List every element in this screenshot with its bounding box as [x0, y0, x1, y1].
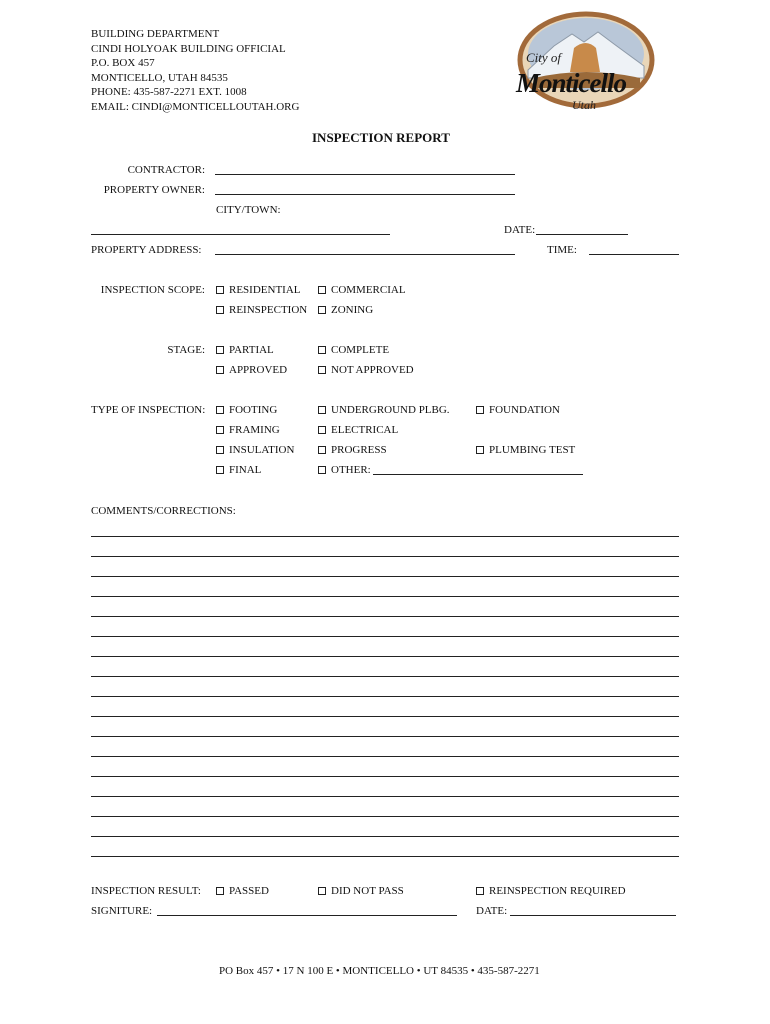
time-field[interactable]: [589, 254, 679, 255]
type-foundation-option[interactable]: [476, 403, 560, 417]
property-owner-label: PROPERTY OWNER:: [103, 184, 205, 196]
option-label: PARTIAL: [229, 344, 274, 356]
city-town-field[interactable]: [91, 234, 390, 235]
type-other-option[interactable]: [318, 463, 371, 477]
signature-field[interactable]: [157, 915, 457, 916]
date-field[interactable]: [536, 234, 628, 235]
inspection-scope-label: INSPECTION SCOPE:: [100, 284, 205, 296]
checkbox[interactable]: [216, 286, 224, 294]
scope-commercial-option[interactable]: [318, 283, 406, 297]
option-label: PROGRESS: [331, 444, 387, 456]
checkbox[interactable]: [476, 887, 484, 895]
header-line-email: EMAIL: CINDI@MONTICELLOUTAH.ORG: [91, 100, 300, 113]
comment-line[interactable]: [91, 556, 679, 557]
checkbox[interactable]: [216, 366, 224, 374]
header-line-department: BUILDING DEPARTMENT: [91, 28, 220, 40]
checkbox[interactable]: [216, 446, 224, 454]
stage-complete-option[interactable]: [318, 343, 389, 357]
comment-line[interactable]: [91, 636, 679, 637]
comment-line[interactable]: [91, 856, 679, 857]
comment-line[interactable]: [91, 816, 679, 817]
type-electrical-option[interactable]: [318, 423, 398, 437]
comment-line[interactable]: [91, 676, 679, 677]
option-label: INSULATION: [229, 444, 295, 456]
logo-city-of: City of: [526, 50, 562, 65]
checkbox[interactable]: [318, 426, 326, 434]
comment-line[interactable]: [91, 736, 679, 737]
option-label: FOUNDATION: [489, 404, 560, 416]
signature-label: SIGNITURE:: [91, 905, 153, 917]
checkbox[interactable]: [216, 346, 224, 354]
checkbox[interactable]: [318, 286, 326, 294]
city-logo: [514, 8, 660, 114]
type-plumbing-test-option[interactable]: [476, 443, 575, 457]
option-label: REINSPECTION REQUIRED: [489, 885, 626, 897]
option-label: PASSED: [229, 885, 269, 897]
comment-line[interactable]: [91, 756, 679, 757]
checkbox[interactable]: [216, 887, 224, 895]
option-label: RESIDENTIAL: [229, 284, 301, 296]
comment-line[interactable]: [91, 656, 679, 657]
checkbox[interactable]: [216, 466, 224, 474]
comment-line[interactable]: [91, 716, 679, 717]
logo-name: Monticello: [516, 68, 626, 98]
header-line-phone: PHONE: 435-587-2271 EXT. 1008: [91, 86, 247, 99]
checkbox[interactable]: [318, 406, 326, 414]
result-did-not-pass-option[interactable]: [318, 884, 404, 898]
property-address-field[interactable]: [215, 254, 515, 255]
type-framing-option[interactable]: [216, 423, 280, 437]
option-label: REINSPECTION: [229, 304, 308, 316]
type-underground-plbg-option[interactable]: [318, 403, 450, 417]
option-label: APPROVED: [229, 364, 288, 376]
checkbox[interactable]: [318, 366, 326, 374]
option-label: DID NOT PASS: [331, 885, 404, 897]
header-line-city: MONTICELLO, UTAH 84535: [91, 71, 228, 84]
type-footing-option[interactable]: [216, 403, 277, 417]
comment-line[interactable]: [91, 616, 679, 617]
option-label: OTHER:: [331, 464, 371, 476]
checkbox[interactable]: [318, 446, 326, 454]
type-of-inspection-label: TYPE OF INSPECTION:: [91, 404, 206, 416]
stage-partial-option[interactable]: [216, 343, 274, 357]
comment-line[interactable]: [91, 536, 679, 537]
page-title: INSPECTION REPORT: [312, 130, 450, 145]
option-label: ZONING: [331, 304, 374, 316]
option-label: FINAL: [229, 464, 262, 476]
option-label: UNDERGROUND PLBG.: [331, 404, 450, 416]
scope-reinspection-option[interactable]: [216, 303, 307, 317]
type-progress-option[interactable]: [318, 443, 387, 457]
scope-residential-option[interactable]: [216, 283, 301, 297]
checkbox[interactable]: [318, 466, 326, 474]
comment-line[interactable]: [91, 836, 679, 837]
checkbox[interactable]: [216, 306, 224, 314]
other-field[interactable]: [373, 474, 583, 475]
stage-not-approved-option[interactable]: [318, 363, 414, 377]
comment-line[interactable]: [91, 576, 679, 577]
option-label: PLUMBING TEST: [489, 444, 576, 456]
logo-state: Utah: [572, 98, 596, 112]
option-label: ELECTRICAL: [331, 424, 399, 436]
scope-zoning-option[interactable]: [318, 303, 373, 317]
comment-line[interactable]: [91, 796, 679, 797]
option-label: FOOTING: [229, 404, 278, 416]
checkbox[interactable]: [318, 346, 326, 354]
time-label: TIME:: [547, 244, 577, 256]
checkbox[interactable]: [476, 446, 484, 454]
option-label: COMMERCIAL: [331, 284, 406, 296]
signature-date-field[interactable]: [510, 915, 676, 916]
option-label: FRAMING: [229, 424, 280, 436]
comments-label: COMMENTS/CORRECTIONS:: [91, 505, 236, 517]
contractor-field[interactable]: [215, 174, 515, 175]
comment-line[interactable]: [91, 776, 679, 777]
checkbox[interactable]: [318, 306, 326, 314]
comment-line[interactable]: [91, 696, 679, 697]
result-reinspection-required-option[interactable]: [476, 884, 626, 898]
comment-line[interactable]: [91, 596, 679, 597]
property-owner-field[interactable]: [215, 194, 515, 195]
department-header: [91, 27, 299, 115]
option-label: NOT APPROVED: [331, 364, 414, 376]
header-line-pobox: P.O. BOX 457: [91, 57, 155, 70]
checkbox[interactable]: [216, 426, 224, 434]
city-town-label: CITY/TOWN:: [216, 204, 281, 216]
checkbox[interactable]: [318, 887, 326, 895]
date-label: DATE:: [504, 224, 536, 236]
type-final-option[interactable]: [216, 463, 261, 477]
inspection-result-label: INSPECTION RESULT:: [91, 885, 201, 897]
stage-label: STAGE:: [167, 344, 205, 356]
stage-approved-option[interactable]: [216, 363, 287, 377]
checkbox[interactable]: [476, 406, 484, 414]
result-passed-option[interactable]: [216, 884, 269, 898]
signature-date-label: DATE:: [476, 905, 508, 917]
page-footer: PO Box 457 • 17 N 100 E • MONTICELLO • UT 84535 • 435-587-2271: [219, 965, 540, 977]
header-line-official: CINDI HOLYOAK BUILDING OFFICIAL: [91, 42, 286, 55]
contractor-label: CONTRACTOR:: [127, 164, 205, 176]
checkbox[interactable]: [216, 406, 224, 414]
property-address-label: PROPERTY ADDRESS:: [91, 244, 202, 256]
type-insulation-option[interactable]: [216, 443, 294, 457]
option-label: COMPLETE: [331, 344, 390, 356]
